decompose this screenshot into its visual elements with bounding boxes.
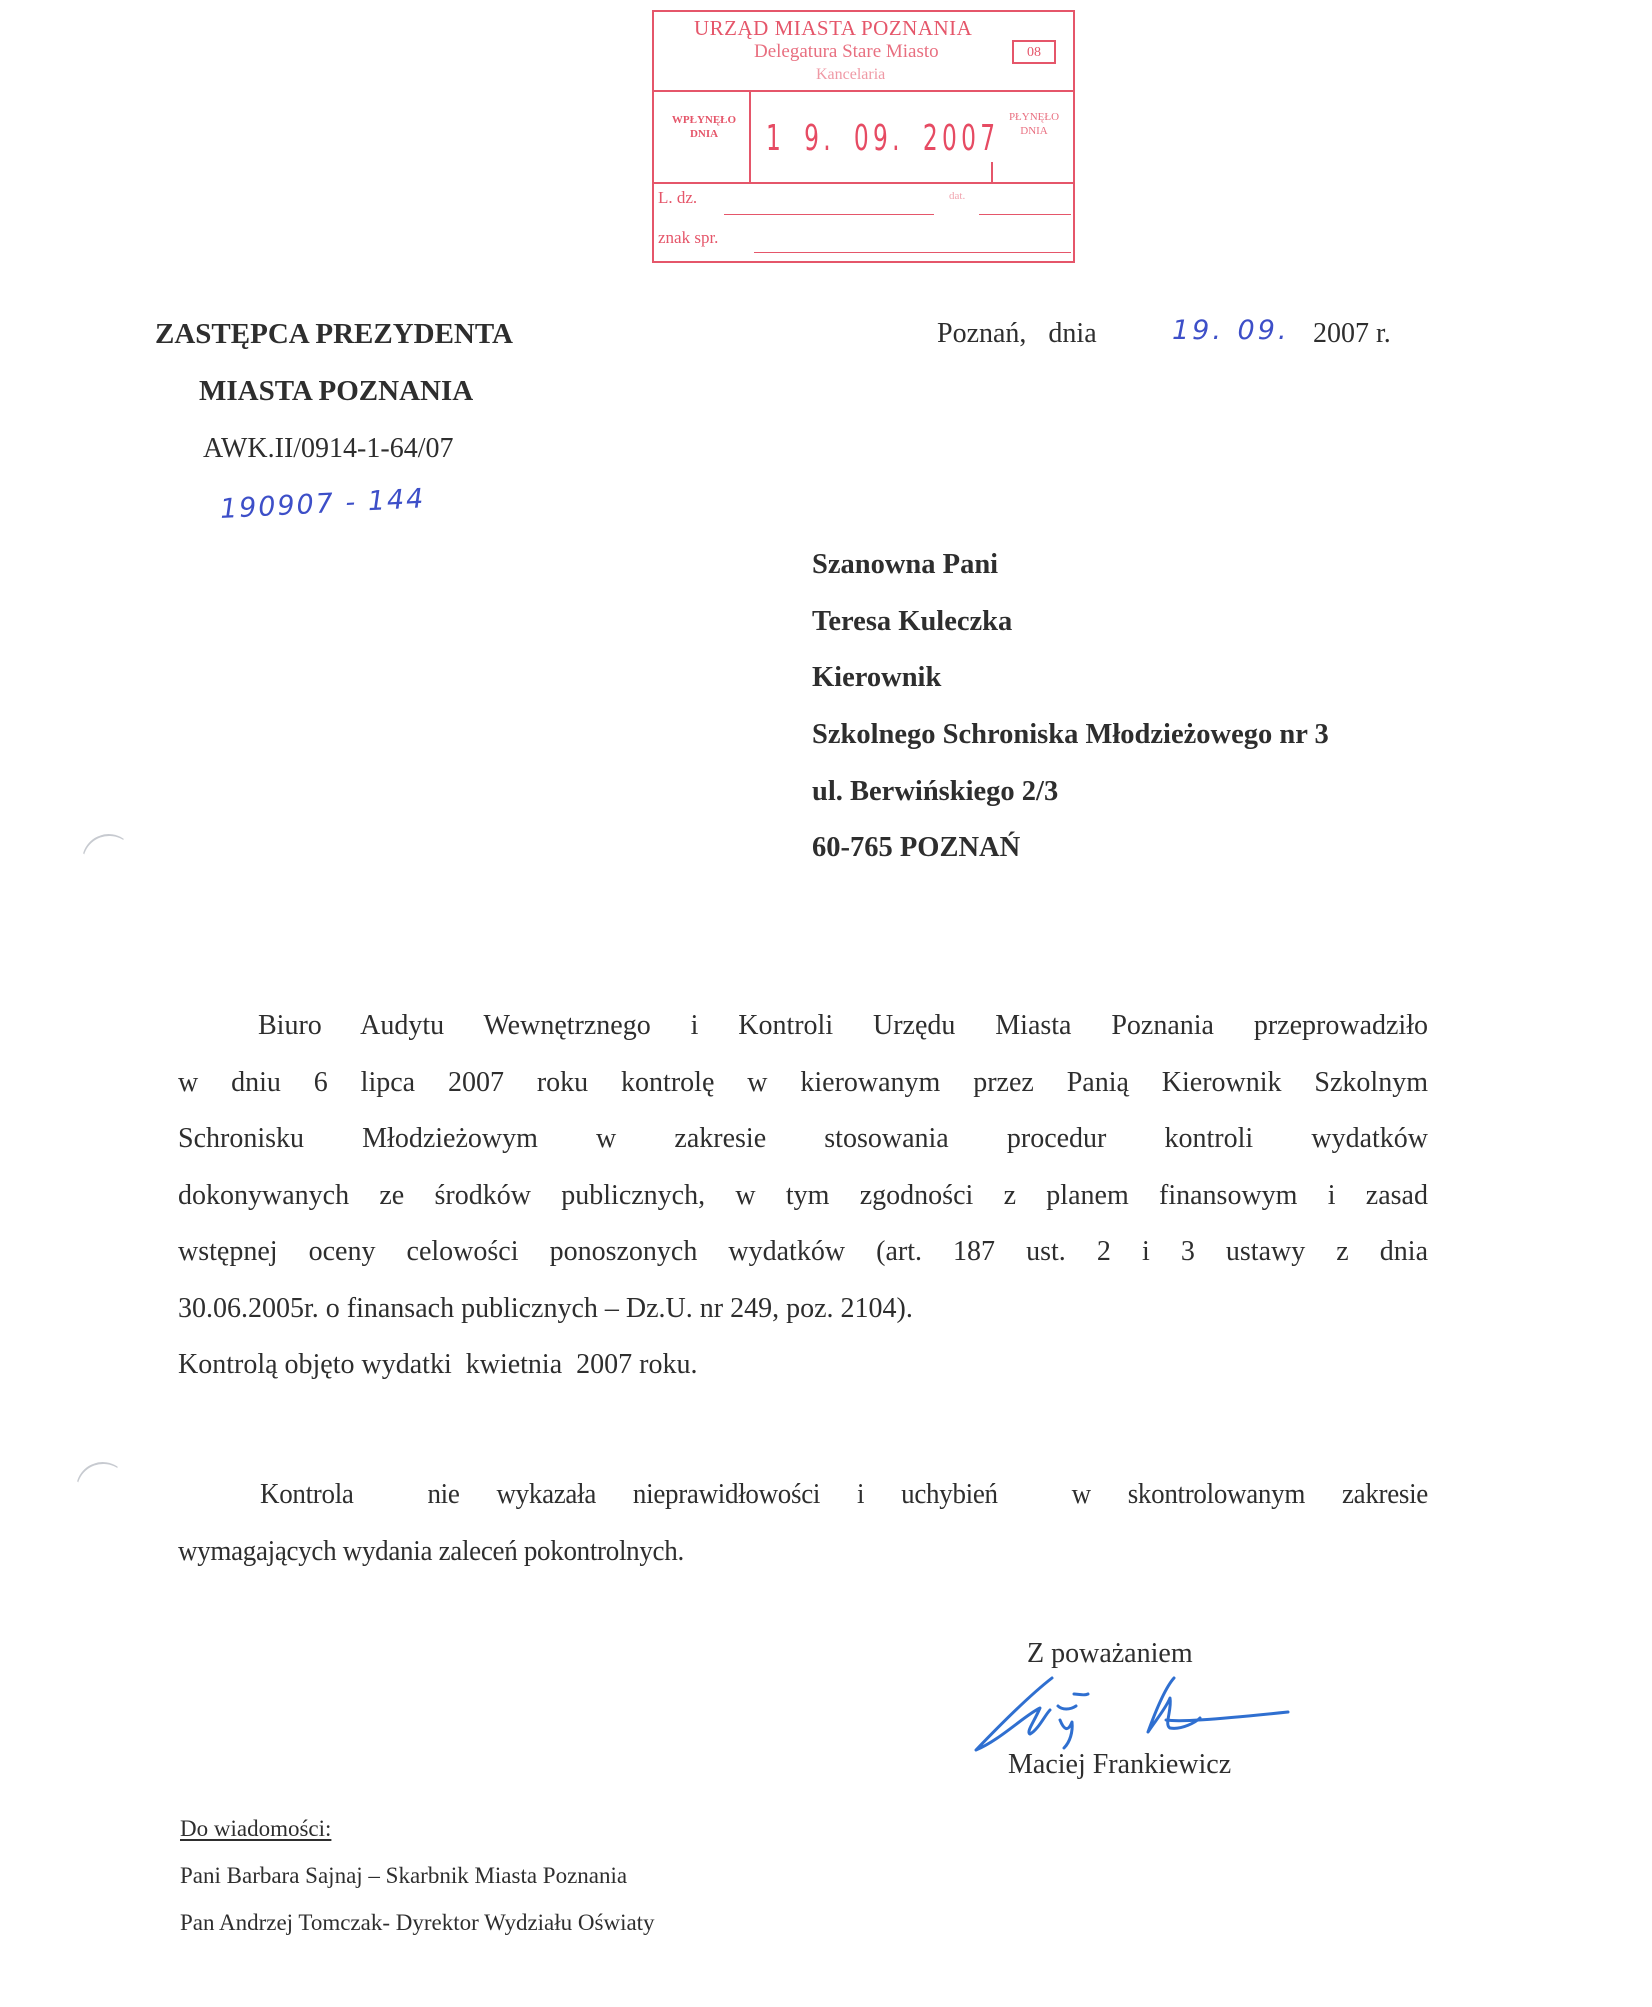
body-line: dokonywanych ze środków publicznych, w tym zgodności z planem finansowym i zasad: [178, 1179, 1428, 1211]
stamp-divider: [654, 90, 1073, 92]
body-line: w dniu 6 lipca 2007 roku kontrolę w kierowanym przez Panią Kierownik Szkolnym: [178, 1066, 1428, 1098]
body-line: Schronisku Młodzieżowym w zakresie stosowania procedur kontroli wydatków: [178, 1123, 1428, 1154]
stamp-department: Delegatura Stare Miasto: [754, 41, 939, 62]
punch-hole-mark: [68, 1454, 138, 1524]
cc-recipient: Pani Barbara Sajnaj – Skarbnik Miasta Poznania: [180, 1863, 628, 1888]
cc-heading: Do wiadomości:: [180, 1816, 332, 1841]
body-line: wstępnej oceny celowości ponoszonych wydatków (art. 187 ust. 2 i 3 ustawy z dnia: [178, 1236, 1428, 1267]
recipient-line: ul. Berwińskiego 2/3: [812, 775, 1059, 807]
stamp-znak-line: [754, 252, 1071, 253]
stamp-divider: [654, 182, 1073, 184]
signer-name: Maciej Frankiewicz: [1008, 1749, 1232, 1780]
cc-recipient: Pan Andrzej Tomczak- Dyrektor Wydziału Oświaty: [180, 1910, 655, 1935]
body-paragraph-1: [178, 1004, 1428, 1400]
body-line: Kontrola nie wykazała nieprawidłowości i uchybień w skontrolowanym zakresie: [260, 1477, 1428, 1510]
handwritten-reference: 190907 - 144: [219, 483, 427, 525]
handwritten-date: 19. 09.: [1172, 315, 1290, 346]
sender-title-line1: ZASTĘPCA PREZYDENTA: [155, 318, 513, 350]
recipient-line: 60-765 POZNAŃ: [812, 832, 1021, 864]
stamp-ldz-label: L. dz.: [658, 188, 698, 207]
recipient-line: Szanowna Pani: [812, 549, 999, 580]
stamp-ldz-line: [724, 214, 934, 215]
punch-hole-mark: [74, 826, 144, 896]
stamp-received-date: 1 9. 09. 2007: [766, 118, 1000, 159]
recipient-address: [812, 545, 1329, 885]
body-line: Biuro Audytu Wewnętrznego i Kontroli Urzędu Miasta Poznania przeprowadziło: [258, 1010, 1428, 1041]
reference-number: AWK.II/0914-1-64/07: [203, 433, 454, 464]
stamp-office: URZĄD MIASTA POZNANIA: [694, 16, 973, 40]
closing-greeting: Z poważaniem: [1027, 1638, 1193, 1669]
recipient-line: Szkolnego Schroniska Młodzieżowego nr 3: [812, 719, 1329, 751]
body-line: Kontrolą objęto wydatki kwietnia 2007 roku.: [178, 1349, 698, 1380]
stamp-received-label: WPŁYNĘŁO DNIA: [671, 114, 737, 140]
stamp-code: 08: [1012, 40, 1056, 64]
stamp-dat-line: [979, 214, 1071, 215]
recipient-line: Teresa Kuleczka: [812, 605, 1013, 637]
place-label: Poznań, dnia: [937, 318, 1097, 349]
stamp-unit: Kancelaria: [816, 66, 886, 83]
registry-stamp: [652, 10, 1075, 263]
stamp-znak-label: znak spr.: [658, 228, 719, 247]
body-line: wymagających wydania zaleceń pokontrolnych.: [178, 1534, 684, 1567]
recipient-line: Kierownik: [812, 662, 942, 694]
date-year: 2007 r.: [1313, 318, 1391, 349]
stamp-divider: [991, 162, 993, 184]
sender-title-line2: MIASTA POZNANIA: [199, 375, 474, 407]
stamp-divider: [749, 90, 751, 182]
stamp-dat-label: dat.: [949, 190, 966, 202]
body-line: 30.06.2005r. o finansach publicznych – Dz.U. nr 249, poz. 2104).: [178, 1292, 913, 1324]
body-paragraph-2: [178, 1472, 1428, 1585]
stamp-out-label: PŁYNĘŁO DNIA: [1008, 111, 1060, 137]
